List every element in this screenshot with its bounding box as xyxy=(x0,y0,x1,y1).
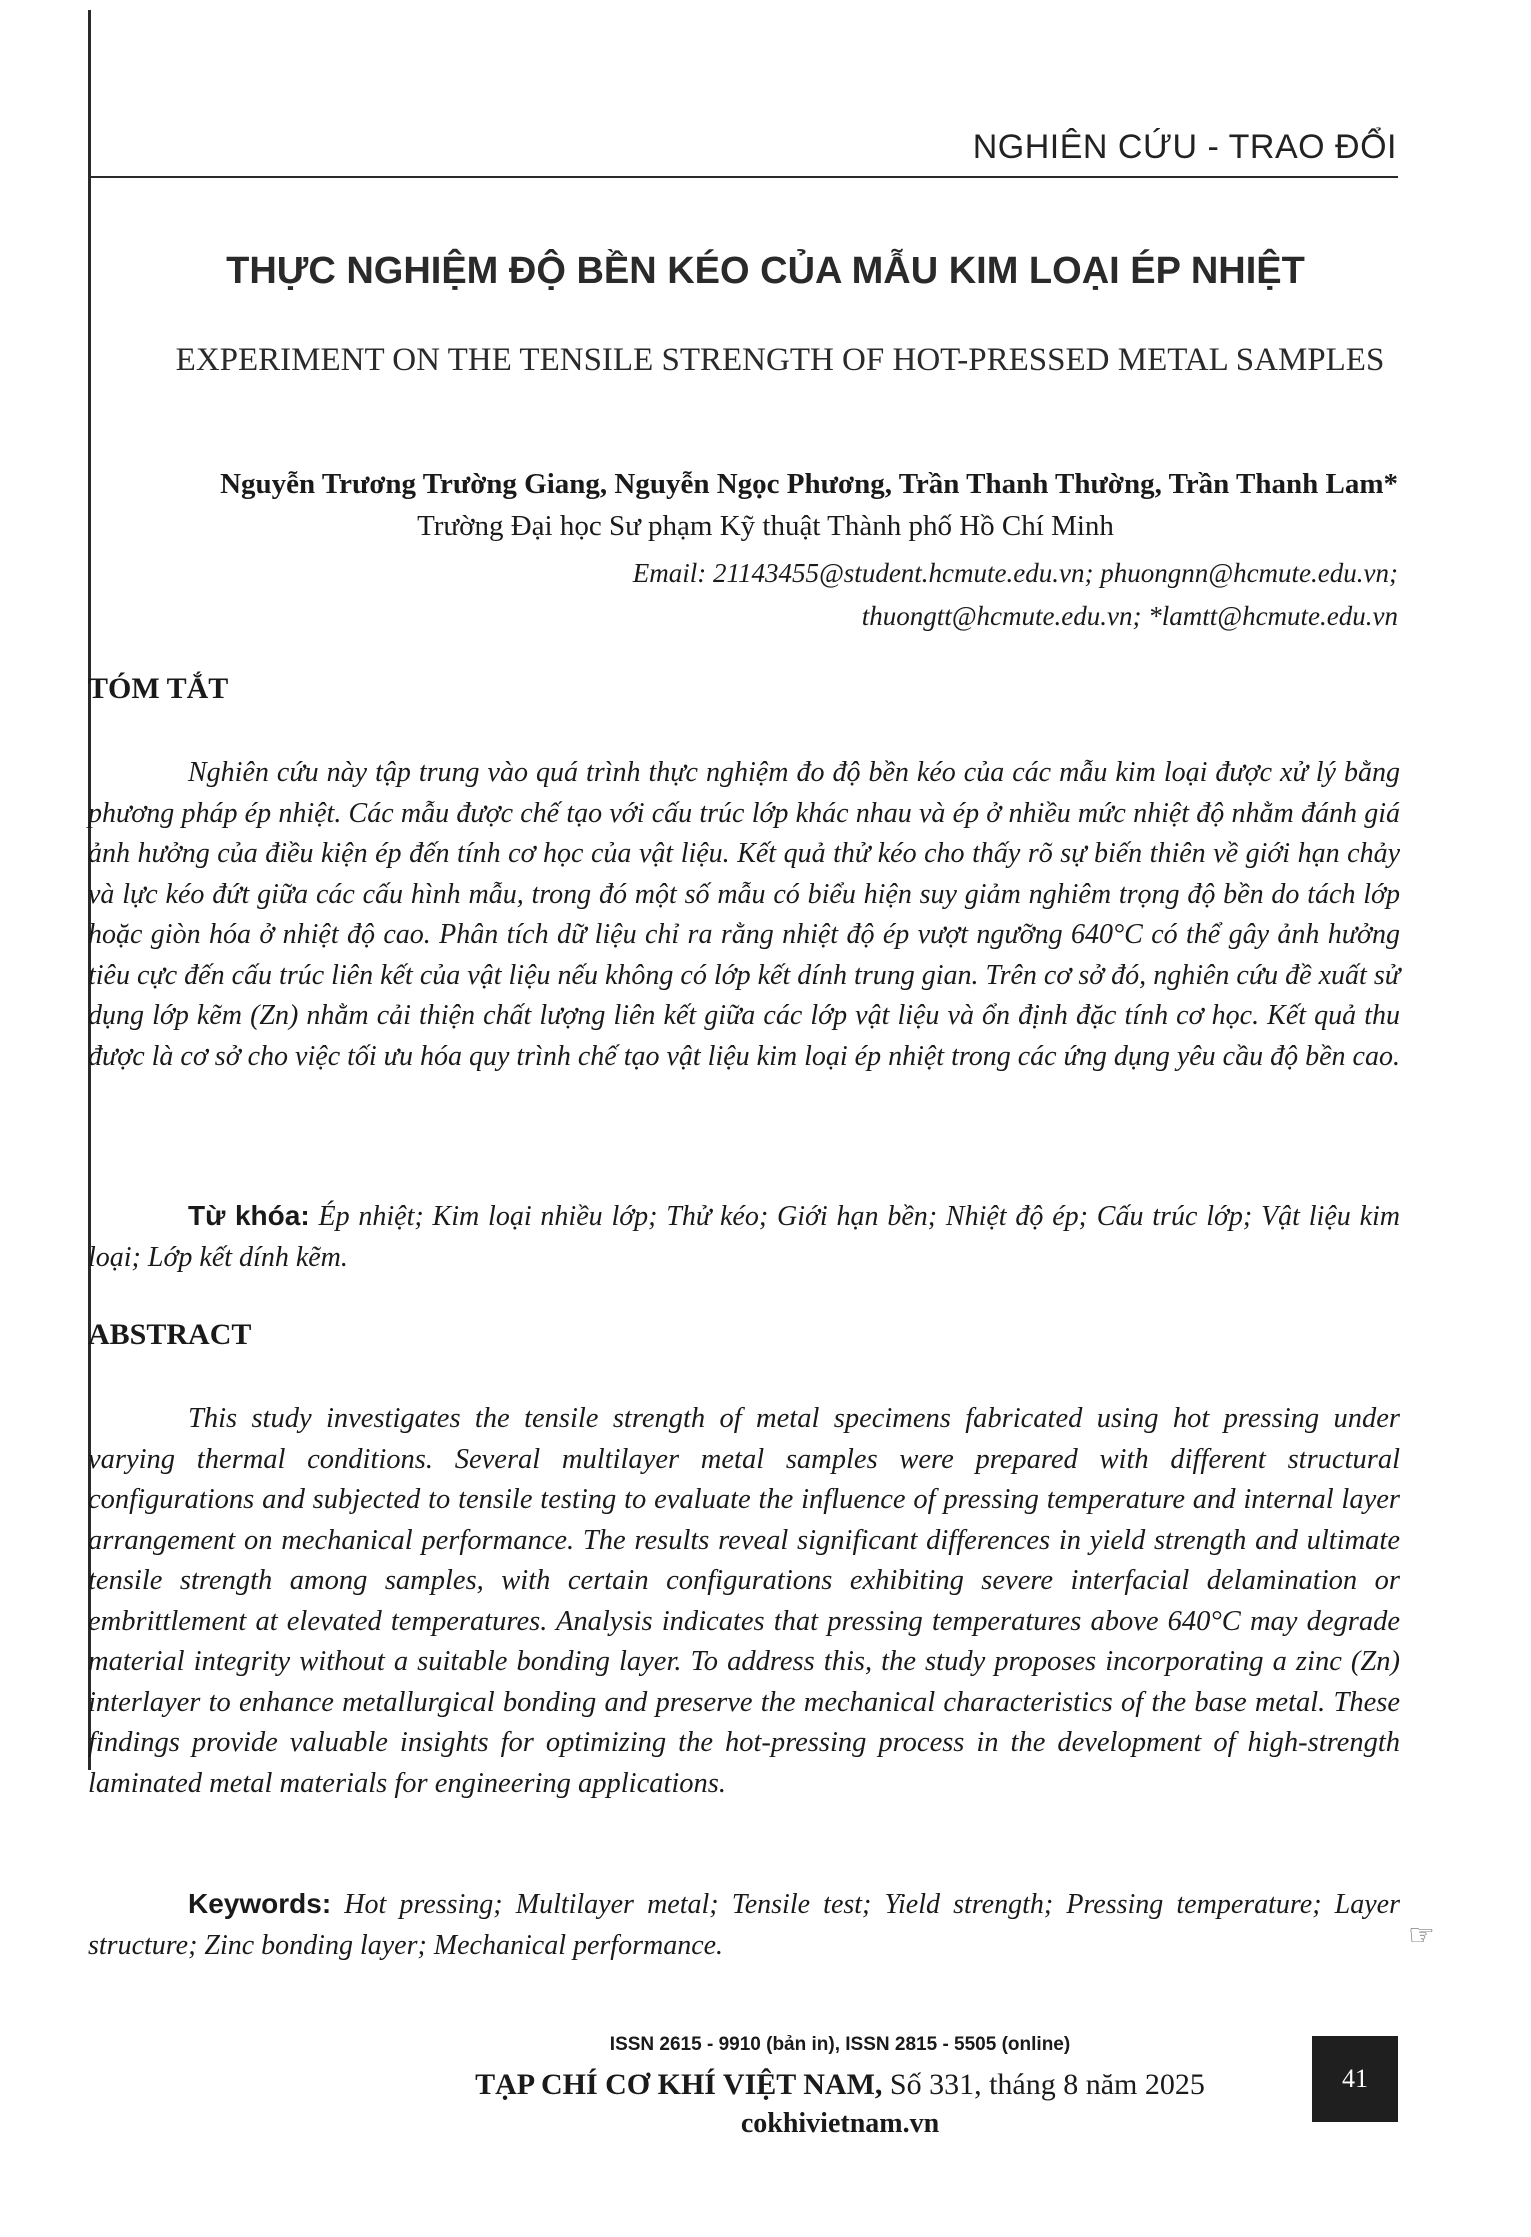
keywords-label-en: Keywords: xyxy=(188,1888,332,1919)
affiliation: Trường Đại học Sư phạm Kỹ thuật Thành phố Hồ Chí Minh xyxy=(417,510,1114,542)
email-line-2: thuongtt@hcmute.edu.vn; *lamtt@hcmute.edu.vn xyxy=(861,601,1398,631)
summary-heading: TÓM TẮT xyxy=(88,672,229,705)
email-line-1: Email: 21143455@student.hcmute.edu.vn; phuongnn@hcmute.edu.vn; xyxy=(632,558,1398,588)
title-vietnamese: THỰC NGHIỆM ĐỘ BỀN KÉO CỦA MẪU KIM LOẠI ÉP NHIỆT xyxy=(226,250,1305,292)
authors: Nguyễn Trương Trường Giang, Nguyễn Ngọc Phương, Trần Thanh Thường, Trần Thanh Lam* xyxy=(220,468,1398,500)
footer-journal xyxy=(330,2068,1350,2102)
abstract-keywords xyxy=(88,1884,1400,1966)
journal-name: TẠP CHÍ CƠ KHÍ VIỆT NAM, xyxy=(475,2068,883,2101)
title-english: EXPERIMENT ON THE TENSILE STRENGTH OF HOT-PRESSED METAL SAMPLES xyxy=(175,342,1385,378)
email-block xyxy=(92,552,1398,638)
keywords-label-vi: Từ khóa: xyxy=(188,1200,310,1231)
page-number: 41 xyxy=(1312,2036,1398,2122)
summary-keywords xyxy=(88,1196,1400,1278)
footer-issn: ISSN 2615 - 9910 (bản in), ISSN 2815 - 5505 (online) xyxy=(609,2034,1071,2055)
pointing-hand-icon: ☞ xyxy=(1408,1919,1435,1952)
keywords-text-en: Hot pressing; Multilayer metal; Tensile test; Yield strength; Pressing temperature; Layer structure; Zinc bonding layer; Mechanical performance. xyxy=(88,1889,1401,1961)
summary-body: Nghiên cứu này tập trung vào quá trình thực nghiệm đo độ bền kéo của các mẫu kim loại được xử lý bằng phương pháp ép nhiệt. Các mẫu được chế tạo với cấu trúc lớp khác nhau và ép ở nhiều mức nhiệt độ nhằm đánh giá ảnh hưởng của điều kiện ép đến tính cơ học của vật liệu. Kết quả thử kéo cho thấy rõ sự biến thiên về giới hạn chảy và lực kéo đứt giữa các cấu hình mẫu, trong đó một số mẫu có biểu hiện suy giảm nghiêm trọng độ bền do tách lớp hoặc giòn hóa ở nhiệt độ cao. Phân tích dữ liệu chỉ ra rằng nhiệt độ ép vượt ngưỡng 640°C có thể gây ảnh hưởng tiêu cực đến cấu trúc liên kết của vật liệu nếu không có lớp kết dính trung gian. Trên cơ sở đó, nghiên cứu đề xuất sử dụng lớp kẽm (Zn) nhằm cải thiện chất lượng liên kết giữa các lớp vật liệu và ổn định đặc tính cơ học. Kết quả thu được là cơ sở cho việc tối ưu hóa quy trình chế tạo vật liệu kim loại ép nhiệt trong các ứng dụng yêu cầu độ bền cao. xyxy=(88,757,1400,1072)
header-rule xyxy=(88,176,1398,178)
footer-website: cokhivietnam.vn xyxy=(740,2108,940,2139)
journal-issue: Số 331, tháng 8 năm 2025 xyxy=(882,2068,1205,2101)
section-label: NGHIÊN CỨU - TRAO ĐỔI xyxy=(972,128,1397,166)
abstract-body: This study investigates the tensile strength of metal specimens fabricated using hot pressing under varying thermal conditions. Several multilayer metal samples were prepared with different structural configurations and subjected to tensile testing to evaluate the influence of pressing temperature and internal layer arrangement on mechanical performance. The results reveal significant differences in yield strength and ultimate tensile strength among samples, with certain configurations exhibiting severe interfacial delamination or embrittlement at elevated temperatures. Analysis indicates that pressing temperatures above 640°C may degrade material integrity without a suitable bonding layer. To address this, the study proposes incorporating a zinc (Zn) interlayer to enhance metallurgical bonding and preserve the mechanical characteristics of the base metal. These findings provide valuable insights for optimizing the hot-pressing process in the development of high-strength laminated metal materials for engineering applications. xyxy=(88,1403,1400,1799)
keywords-text-vi: Ép nhiệt; Kim loại nhiều lớp; Thử kéo; Giới hạn bền; Nhiệt độ ép; Cấu trúc lớp; Vật liệu kim loại; Lớp kết dính kẽm. xyxy=(88,1201,1401,1273)
abstract-heading: ABSTRACT xyxy=(88,1318,252,1351)
